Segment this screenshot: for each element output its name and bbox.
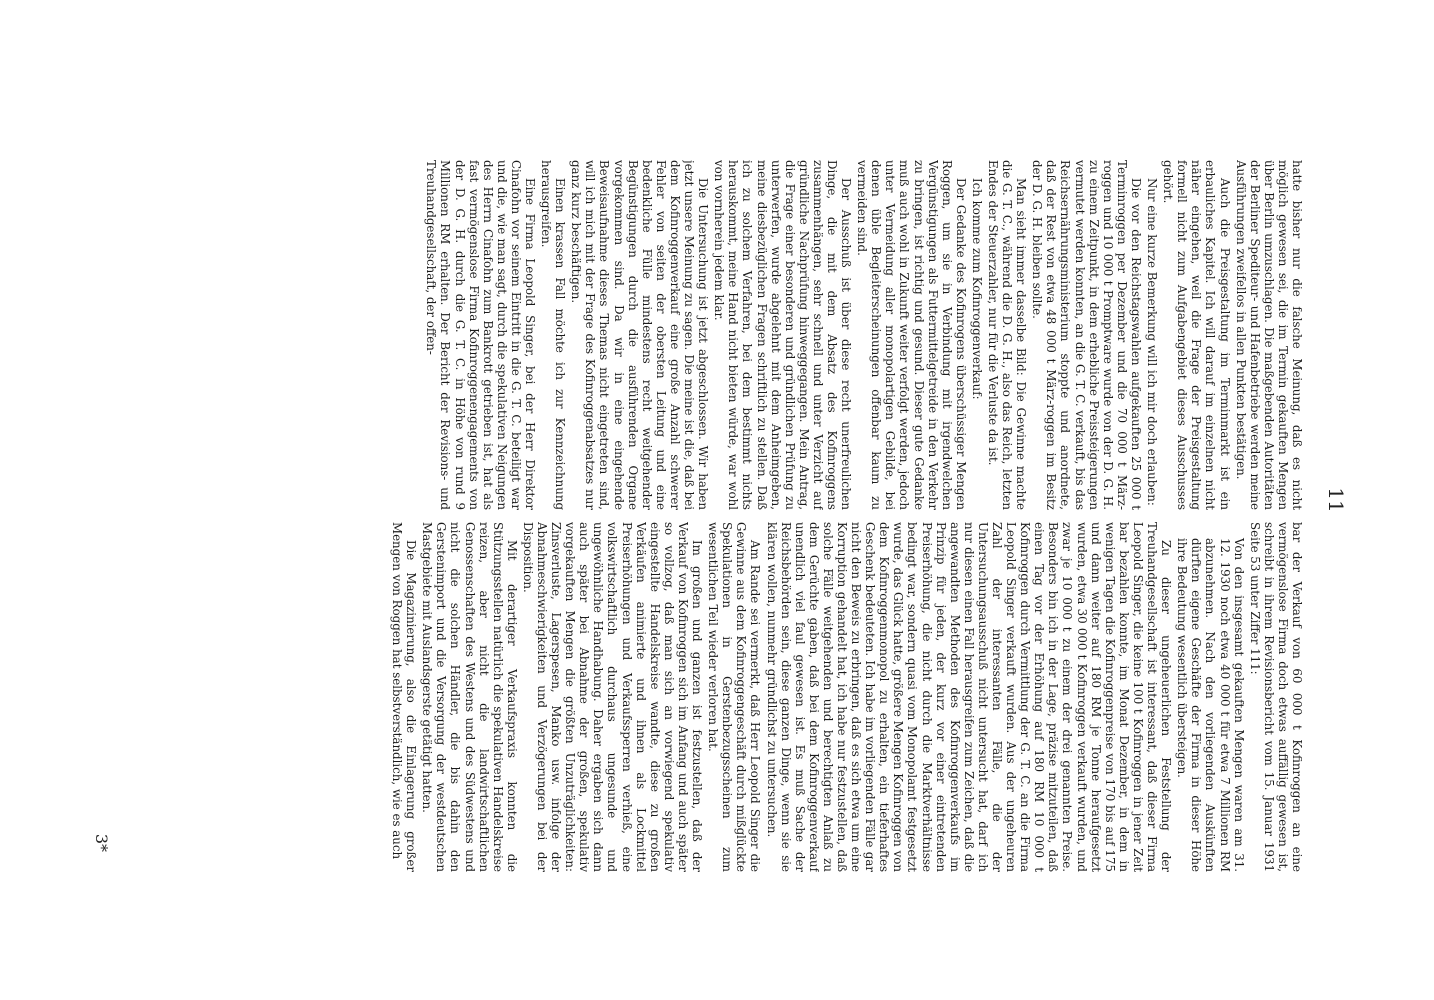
left-column-paragraph: Die Untersuchung ist jetzt abgeschlossen. Wir haben jetzt unsere Meinung zu sagen. Die meine ist die, daß bei dem Kofinroggenverkauf eine große Anzahl schwerer Fehler von seiten der obersten Leitung und eine bedenkliche Fülle mindestens recht weitgehender Begünstigungen durch die ausführenden Organe vorgekommen sind. Da wir in eine eingehende Beweisaufnahme dieses Themas nicht eingetreten sind, will ich mich mit der Frage des Kofinroggenabsatzes nur ganz kurz beschäftigen. xyxy=(569,160,711,510)
right-column-paragraph: Im großen und ganzen ist festzustellen, daß der Verkauf von Kofinroggen sich im Anfang und auch später so vollzog, daß man sich an vorwiegend spekulativ eingestellte Handelskreise wandte, diese zu großen Verkäufen animierte und ihnen als Lockmittel Preiserhöhungen und Verkaufssperren verhieß, eine volkswirtschaftlich durchaus ungesunde und ungewöhnliche Handhabung. Daher ergaben sich dann auch später bei Abnahme der großen, spekulativ vorgekauften Mengen die größten Unzuträglichkeiten: Zinsverluste, Lagerspesen, Manko usw. infolge der Abnahmeschwierigkeiten und Verzögerungen bei der Disposition. xyxy=(520,522,705,872)
right-column-paragraph: bar der Verkauf von 60 000 t Kofinroggen an eine vermögenslose Firma doch etwas auffällig gewesen ist, schreibt in ihrem Revisionsbericht vom 15. Januar 1931 Seite 53 unter Ziffer 111: xyxy=(1247,522,1304,872)
right-column-paragraph: Von den insgesamt gekauften Mengen waren am 31. 12. 1930 noch etwa 40 000 t für etwa 7 Millionen RM abzunehmen. Nach den vorliegenden Auskünften dürften eigene Geschäfte der Firma in dieser Höhe ihre Bedeutung wesentlich übersteigen. xyxy=(1175,538,1246,872)
left-column-paragraph: hatte bisher nur die falsche Meinung, daß es nicht möglich gewesen sei, die im Termin gekauften Mengen über Berlin umzuschlagen. Die maßgebenden Autoritäten der Berliner Spediteur- und Hafenbetriebe werden meine Ausführungen zweifellos in allen Punkten bestätigen. xyxy=(1233,160,1304,510)
left-column-paragraph: Die vor den Reichstagswahlen aufgekauften 25 000 t Terminroggen per Dezember und die 70 000 t März-roggen und 10 000 t Promptware wurde von der D. G. H. zu einem Zeitpunkt, in dem erhebliche Preissteigerungen vermutet werden konnten, an die G. T. C. verkauft, bis das Reichsernährungsministerium stoppte und anordnete, daß der Rest von etwa 48 000 t März-roggen im Besitz der D. G. H. bleiben sollte. xyxy=(1030,160,1143,510)
right-column xyxy=(114,522,1304,872)
left-column-paragraph: Eine Firma Leopold Singer, bei der Herr Direktor Cinafohn vor seinem Eintritt in die G. T. C. beteiligt war und die, wie man sagt, durch die spekulativen Neigungen des Herrn Cinafohn zum Bankrott getrieben ist, hat als fast vermögenslose Firma Kofinroggenengagements von der D. G. H. durch die G. T. C. in Höhe von rund 9 Millionen RM erhalten. Der Bericht der Revisions- und Treuhandgesellschaft, der offen- xyxy=(424,160,538,510)
signature-mark: 3* xyxy=(92,833,111,852)
left-column-paragraph: Der Ausschuß ist über diese recht unerfreulichen Dinge, die mit dem Absatz des Kofinroggens zusammenhängen, sehr schnell und unter Verzicht auf gründliche Nachprüfung hinweggegangen. Mein Antrag, die Frage einer besonderen und gründlichen Prüfung zu unterwerfen, wurde abgelehnt mit dem Anheimgeben, meine diesbezüglichen Fragen schriftlich zu stellen. Daß ich zu solchem Verfahren, bei dem bestimmt nichts herauskommt, meine Hand nicht bieten würde, war wohl von vornherein jedem klar. xyxy=(712,160,854,510)
left-column-paragraph: Einen krassen Fall möchte ich zur Kennzeichnung herausgreifen. xyxy=(539,160,568,510)
left-column-paragraph: Nur eine kurze Bemerkung will ich mir doch erlauben: xyxy=(1145,178,1160,506)
right-column-paragraph: Am Rande sei vermerkt, daß Herr Leopold Singer die Gewinne aus dem Kofinroggengeschäft durch mißglückte Spekulationen in Gerstenbezugsscheinen zum wesentlichen Teil wieder verloren hat. xyxy=(706,522,763,872)
right-column-paragraph: Mit derartiger Verkaufspraxis konnten die Stützungsstellen natürlich die spekulativen Handelskreise reizen, aber nicht die landwirtschaftlichen Genossenschaften des Westens und des Südwestens und nicht die solchen Händler, die bis dahin den Gerstenimport und die Versorgung der westdeutschen Mastgebiete mit Auslandsgerste getätigt hatten. xyxy=(420,522,519,872)
right-column-paragraph: Zu dieser ungeheuerlichen Feststellung der Treuhandgesellschaft ist interessant, daß dieser Firma Leopold Singer, die keine 100 t Kofinroggen in jener Zeit bar bezahlen konnte, im Monat Dezember, in dem in wenigen Tagen die Kofinroggenpreise von 170 bis auf 175 und dann weiter auf 180 RM je Tonne heraufgesetzt wurden, etwa 30 000 t Kofinroggen verkauft wurden, und zwar je 10 000 t zu einem der drei genannten Preise. Besonders bin ich in der Lage, präzise mitzuteilen, daß einen Tag vor der Erhöhung auf 180 RM 10 000 t Kofinroggen durch Vermittlung der G. T. C. an die Firma Leopold Singer verkauft wurden. Aus der ungeheuren Zahl der interessanten Fälle, die der Untersuchungsausschuß nicht untersucht hat, darf ich nur diesen einen Fall herausgreifen zum Zeichen, daß die angewandten Methoden des Kofinroggenverkaufs im Prinzip für jeden, der kurz vor einer eintretenden Preiserhöhung, die nicht durch die Marktverhältnisse bedingt war, sondern quasi vom Monopolamt festgesetzt wurde, das Glück hatte, größere Mengen Kofinroggen von dem Kofinroggenmonopol zu erhalten, ein tieferhaftes Geschenk bedeuteten. Ich habe im vorliegenden Fälle gar nicht den Beweis zu erbringen, daß es sich etwa um eine Korruption gehandelt hat, ich habe nur festzustellen, daß solche Fälle weitgehenden und berechtigten Anlaß zu dem Gerüchte gaben, daß bei dem Kofinroggenverkauf unendlich viel faul gewesen ist. Es muß Sache der Reichsbehörden sein, diese ganzen Dinge, wenn sie sie klären wollen, nunmehr gründlichst zu untersuchen. xyxy=(764,522,1174,872)
left-column-paragraph: Man sieht immer dasselbe Bild: Die Gewinne machte die G. T. C., während die D. G. H., also das Reich, letzten Endes der Steuerzahler, nur für die Verluste da ist. xyxy=(986,160,1029,510)
left-column-paragraph: Ich komme zum Kofinroggenverkauf: xyxy=(969,178,984,400)
page-number: 11 xyxy=(1324,487,1348,513)
left-column-paragraph: Auch die Preisgestaltung im Terminmarkt ist ein erbauliches Kapitel. Ich will darauf im einzelnen nicht näher eingehen, weil die Frage der Preisgestaltung formell nicht zum Aufgabengebiet dieses Ausschusses gehört. xyxy=(1161,160,1232,510)
left-column-paragraph: Der Gedanke des Kofinrogens überschüssiger Mengen Roggen, um sie in Verbindung mit irgendwelchen Vergünstigungen als Futtermittelgetreide in den Verkehr zu bringen, ist richtig und gesund. Dieser gute Gedanke muß auch wohl in Zukunft weiter verfolgt werden, jedoch unter Vermeidung aller monopolartigen Gebilde, bei denen üble Begleiterscheinungen offenbar kaum zu vermeiden sind. xyxy=(855,160,968,510)
left-column xyxy=(114,160,1304,510)
right-column-paragraph: Die Magazinierung, also die Einlagerung großer Mengen von Roggen hat selbstverständlich, wie es auch xyxy=(390,522,419,872)
